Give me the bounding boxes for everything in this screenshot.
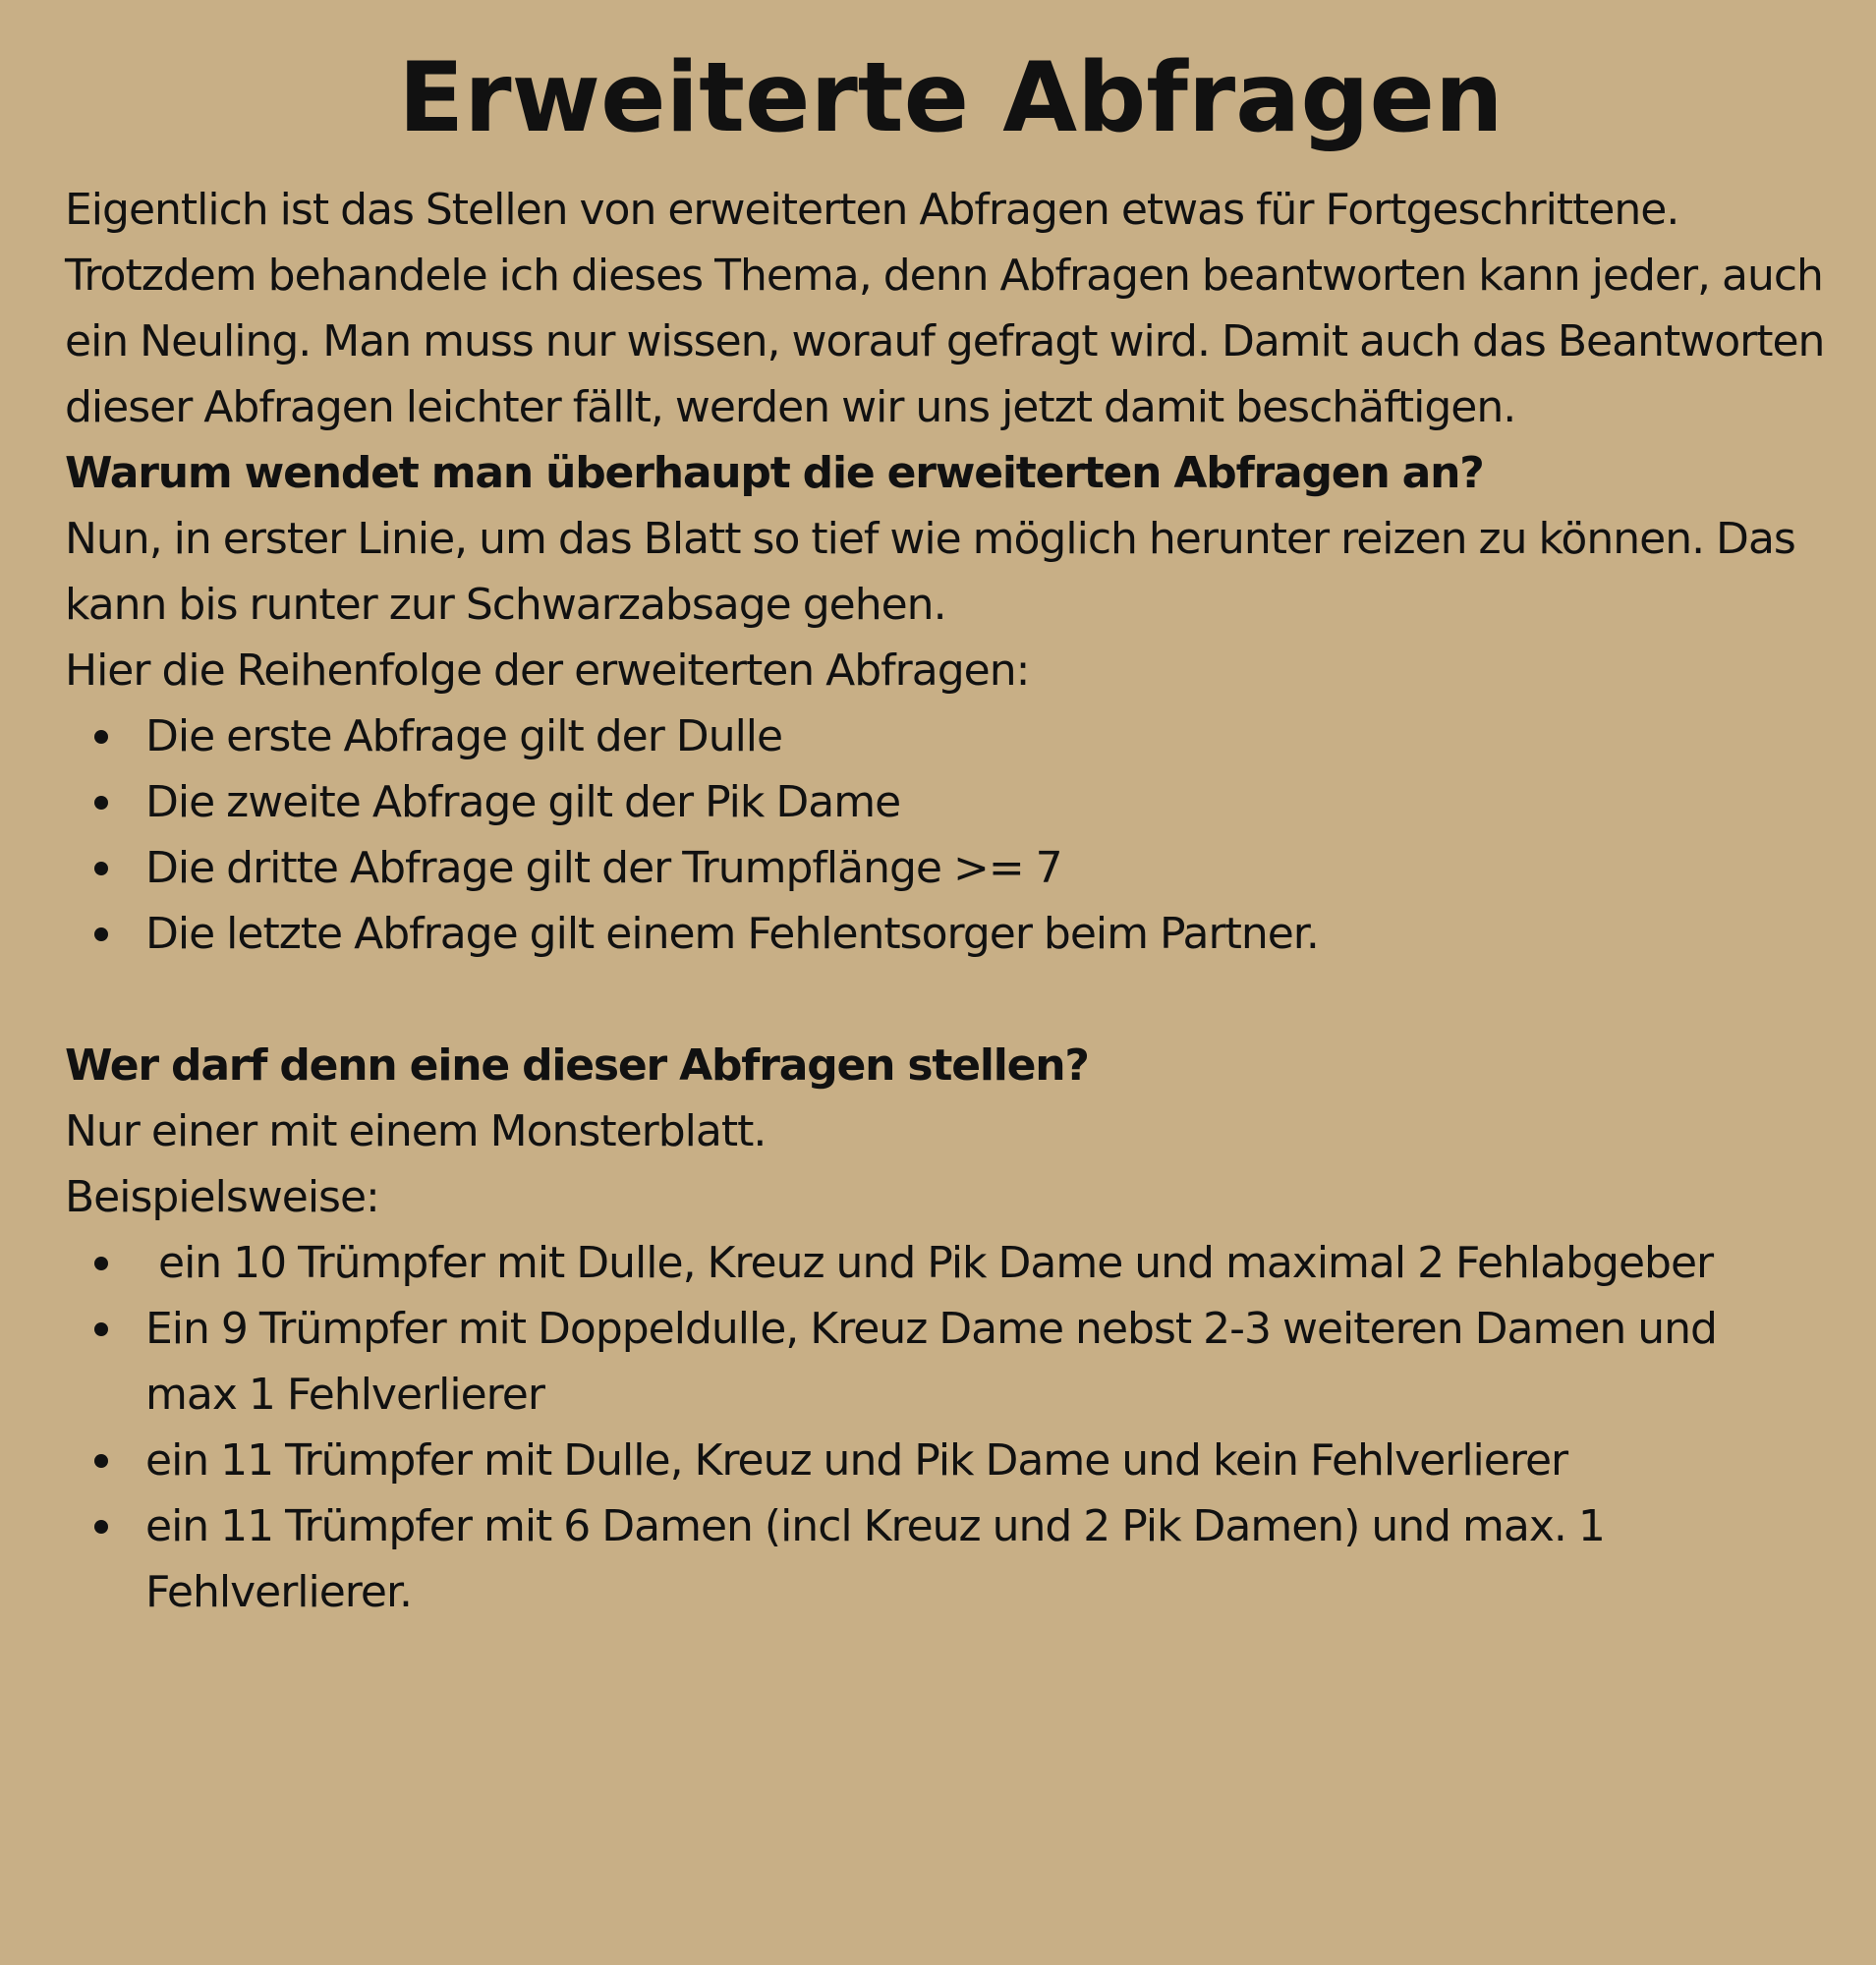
bullet-icon <box>94 862 108 875</box>
list-item-text: Die dritte Abfrage gilt der Trumpflänge >= 7 <box>145 843 1062 893</box>
section-text-why: Nun, in erster Linie, um das Blatt so tief wie möglich herunter reizen zu können. Das kann bis runter zur Schwarzabsage gehen. <box>65 514 1795 630</box>
examples-list <box>65 1230 1837 1625</box>
bullet-icon <box>94 927 108 941</box>
bullet-icon <box>94 1454 108 1468</box>
bullet-icon <box>94 1257 108 1270</box>
query-order-list <box>65 703 1837 967</box>
page-title: Erweiterte Abfragen <box>398 42 1504 154</box>
list-item <box>65 1230 1837 1296</box>
bullet-icon <box>94 1520 108 1534</box>
list-item-text: Ein 9 Trümpfer mit Doppeldulle, Kreuz Dame nebst 2-3 weiteren Damen und max 1 Fehlverlierer <box>145 1304 1717 1420</box>
list-item <box>65 769 1837 835</box>
list-item-text: ein 10 Trümpfer mit Dulle, Kreuz und Pik Dame und maximal 2 Fehlabgeber <box>145 1238 1714 1288</box>
bullet-icon <box>94 730 108 744</box>
list-intro-examples: Beispielsweise: <box>65 1172 379 1222</box>
list-item-text: Die zweite Abfrage gilt der Pik Dame <box>145 777 901 827</box>
list-intro-order: Hier die Reihenfolge der erweiterten Abfragen: <box>65 646 1030 696</box>
bullet-icon <box>94 796 108 810</box>
list-item-text: ein 11 Trümpfer mit Dulle, Kreuz und Pik Dame und kein Fehlverlierer <box>145 1435 1568 1486</box>
list-item <box>65 835 1837 901</box>
section-spacer <box>65 967 1837 1033</box>
intro-paragraph: Eigentlich ist das Stellen von erweiterten Abfragen etwas für Fortgeschrittene. Trotzdem behandele ich dieses Thema, denn Abfragen beantworten kann jeder, auch ein Neuling. Man muss nur wissen, worauf gefragt wird. Damit auch das Beantworten dieser Abfragen leichter fällt, werden wir uns jetzt damit beschäftigen. <box>65 185 1825 432</box>
list-item <box>65 901 1837 967</box>
list-item <box>65 1296 1837 1428</box>
list-item-text: Die erste Abfrage gilt der Dulle <box>145 711 783 761</box>
list-item <box>65 1428 1837 1493</box>
section-heading-why: Warum wendet man überhaupt die erweiterten Abfragen an? <box>65 448 1484 498</box>
bullet-icon <box>94 1322 108 1336</box>
list-item <box>65 1493 1837 1625</box>
list-item-text: Die letzte Abfrage gilt einem Fehlentsorger beim Partner. <box>145 909 1319 959</box>
list-item <box>65 703 1837 769</box>
list-item-text: ein 11 Trümpfer mit 6 Damen (incl Kreuz und 2 Pik Damen) und max. 1 Fehlverlierer. <box>145 1501 1605 1617</box>
section-heading-who: Wer darf denn eine dieser Abfragen stellen? <box>65 1040 1089 1091</box>
section-text-who: Nur einer mit einem Monsterblatt. <box>65 1106 767 1156</box>
